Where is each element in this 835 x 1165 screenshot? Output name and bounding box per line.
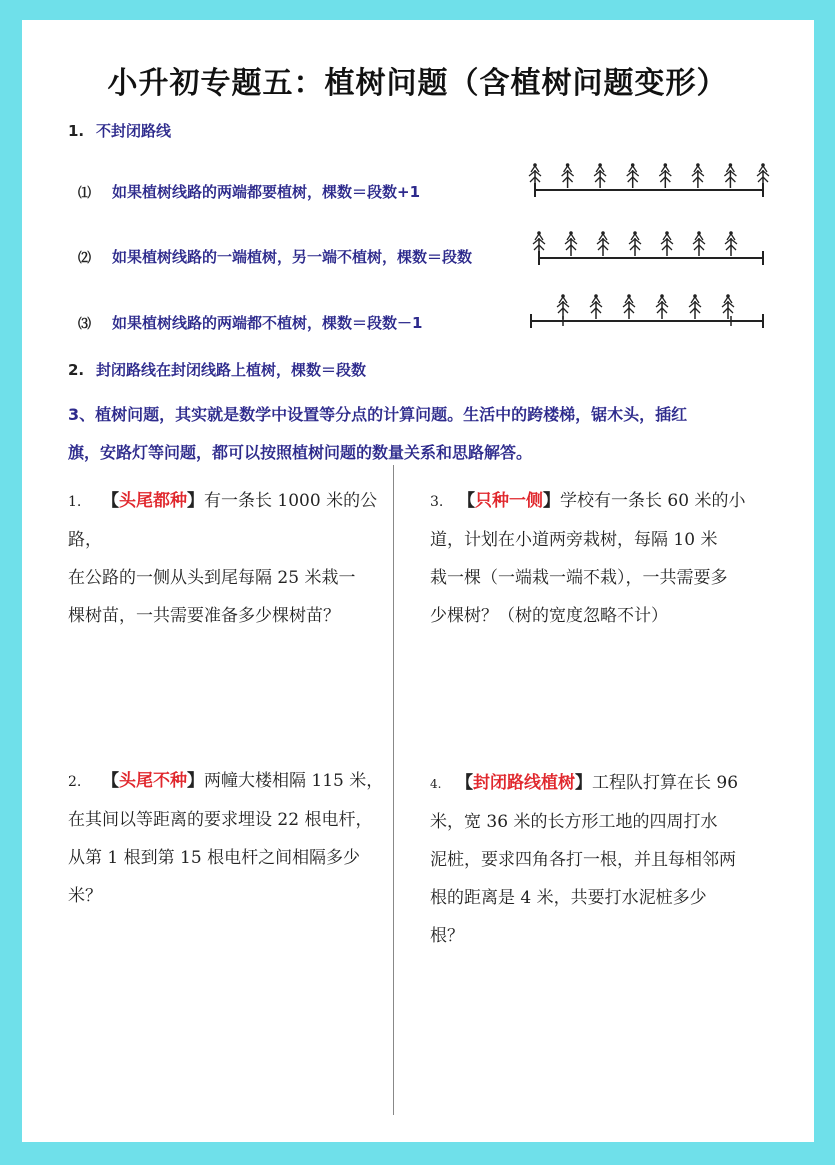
rule-1 <box>78 181 420 202</box>
section-2-text: 封闭路线在封闭线路上植树，棵数＝段数 <box>96 361 367 379</box>
problem-2-line-2: 在其间以等距离的要求埋设 22 根电杆， <box>68 810 373 830</box>
problem-1-tag: 头尾都种 <box>119 491 187 511</box>
problem-1: 1. 【头尾都种】有一条长 1000 米的公路， 在公路的一侧从头到尾每隔 25 米栽一 棵树苗，一共需要准备多少棵树苗？ <box>68 482 403 635</box>
problem-1-line-3: 棵树苗，一共需要准备多少棵树苗？ <box>68 606 340 626</box>
page-title: 小升初专题五：植树问题（含植树问题变形） <box>107 66 728 101</box>
problem-3: 3. 【只种一侧】学校有一条长 60 米的小 道，计划在小道两旁栽树，每隔 10 米 栽一棵（一端栽一端不栽），一共需要多 少棵树？（树的宽度忽略不计） <box>430 482 765 635</box>
rule-2 <box>78 246 472 267</box>
problem-4-number: 4. <box>430 777 442 791</box>
problem-4-line-2: 米，宽 36 米的长方形工地的四周打水 <box>430 812 718 832</box>
rule-2-number: ⑵ <box>78 251 92 266</box>
section-1-number: 1. <box>68 122 85 140</box>
problem-1-line-2: 在公路的一侧从头到尾每隔 25 米栽一 <box>68 568 356 588</box>
rule-3-text: 如果植树线路的两端都不植树，棵数＝段数－1 <box>112 314 423 332</box>
problem-4-tag: 封闭路线植树 <box>473 773 575 793</box>
rule-3 <box>78 312 422 333</box>
section-1-heading <box>68 120 171 141</box>
diagram-both-ends <box>529 163 769 197</box>
problem-4-line-3: 泥桩，要求四角各打一根，并且每相邻两 <box>430 850 736 870</box>
problem-3-line-2: 道，计划在小道两旁栽树，每隔 10 米 <box>430 530 718 550</box>
diagram-no-ends <box>531 294 763 328</box>
problem-3-number: 3. <box>430 494 444 510</box>
rule-1-number: ⑴ <box>78 186 92 201</box>
problem-2: 2. 【头尾不种】两幢大楼相隔 115 米， 在其间以等距离的要求埋设 22 根电杆， 从第 1 根到第 15 根电杆之间相隔多少 米？ <box>68 762 403 915</box>
rule-1-text: 如果植树线路的两端都要植树，棵数＝段数+1 <box>112 183 421 201</box>
section-3-line-1: 3、植树问题，其实就是数学中设置等分点的计算问题。生活中的跨楼梯，锯木头，插红 <box>68 405 688 424</box>
problem-2-tag: 头尾不种 <box>119 771 187 791</box>
section-3-line-2: 旗，安路灯等问题，都可以按照植树问题的数量关系和思路解答。 <box>68 443 533 462</box>
rule-3-number: ⑶ <box>78 317 92 332</box>
problem-4: 4. 【封闭路线植树】工程队打算在长 96 米，宽 36 米的长方形工地的四周打水 泥桩，要求四角各打一根，并且每相邻两 根的距离是 4 米，共要打水泥桩多少 根？ <box>430 764 765 955</box>
problem-2-line-1: 两幢大楼相隔 115 米， <box>204 771 384 791</box>
problem-3-line-4: 少棵树？（树的宽度忽略不计） <box>430 606 668 626</box>
problem-3-line-3: 栽一棵（一端栽一端不栽），一共需要多 <box>430 568 728 588</box>
section-3 <box>68 396 768 472</box>
section-2-number: 2. <box>68 361 85 379</box>
diagram-one-end <box>533 231 763 265</box>
problem-2-number: 2. <box>68 774 82 790</box>
tree-diagrams <box>525 150 775 350</box>
problem-3-tag: 只种一侧 <box>475 491 543 511</box>
section-2 <box>68 359 366 380</box>
problem-2-line-3: 从第 1 根到第 15 根电杆之间相隔多少 <box>68 848 361 868</box>
problem-1-line-1: 有一条长 1000 米的公路， <box>68 491 378 550</box>
problem-2-line-4: 米？ <box>68 886 102 906</box>
problem-4-line-5: 根？ <box>430 926 464 946</box>
problem-4-line-4: 根的距离是 4 米，共要打水泥桩多少 <box>430 888 707 908</box>
problem-3-line-1: 学校有一条长 60 米的小 <box>560 491 746 511</box>
section-1-title: 不封闭路线 <box>96 122 172 140</box>
problem-1-number: 1. <box>68 494 82 510</box>
problem-4-line-1: 工程队打算在长 96 <box>592 773 739 793</box>
rule-2-text: 如果植树线路的一端植树，另一端不植树，棵数＝段数 <box>112 248 473 266</box>
